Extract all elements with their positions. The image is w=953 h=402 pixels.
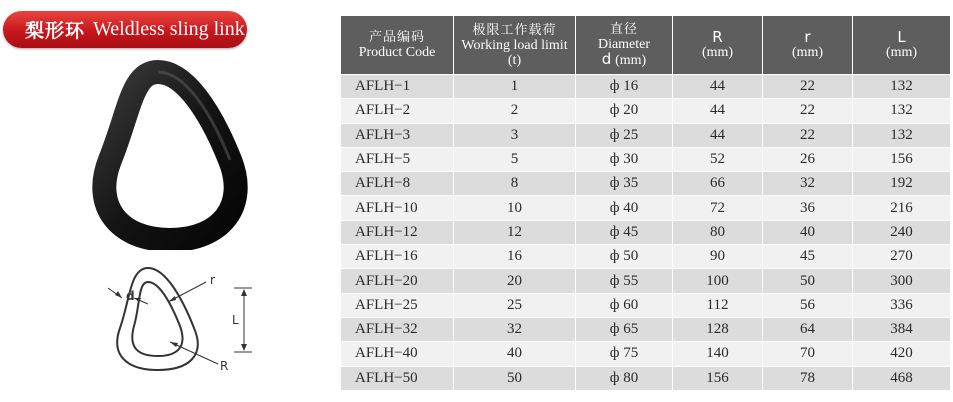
cell-r: 78 (763, 366, 853, 390)
cell-r: 40 (763, 220, 853, 244)
cell-dia: ф 25 (576, 123, 673, 147)
cell-code: AFLH−10 (341, 196, 454, 220)
cell-dia: ф 16 (576, 75, 673, 99)
cell-wll: 3 (454, 123, 576, 147)
cell-wll: 1 (454, 75, 576, 99)
table-row (341, 245, 951, 269)
cell-code: AFLH−25 (341, 293, 454, 317)
cell-code: AFLH−40 (341, 342, 454, 366)
header-product-code: 产品编码 Product Code (341, 16, 454, 75)
header-L: L (mm) (853, 16, 951, 75)
cell-R: 80 (673, 220, 763, 244)
specification-table (340, 15, 951, 391)
cell-code: AFLH−16 (341, 245, 454, 269)
header-diameter: 直径 Diameter d (mm) (576, 16, 673, 75)
cell-dia: ф 60 (576, 293, 673, 317)
cell-L: 132 (853, 123, 951, 147)
cell-R: 156 (673, 366, 763, 390)
cell-L: 420 (853, 342, 951, 366)
cell-code: AFLH−8 (341, 172, 454, 196)
label-r: r (210, 273, 215, 287)
table-row (341, 123, 951, 147)
title-chinese: 梨形环 (25, 20, 86, 42)
cell-dia: ф 45 (576, 220, 673, 244)
cell-dia: ф 30 (576, 147, 673, 171)
cell-r: 22 (763, 123, 853, 147)
table-row (341, 293, 951, 317)
cell-wll: 25 (454, 293, 576, 317)
sling-link-diagram (108, 260, 258, 375)
cell-R: 90 (673, 245, 763, 269)
cell-code: AFLH−1 (341, 75, 454, 99)
label-L: L (232, 313, 239, 327)
watermark-text: 奥龙吊索具 (121, 160, 211, 181)
cell-R: 112 (673, 293, 763, 317)
cell-L: 156 (853, 147, 951, 171)
table-row (341, 147, 951, 171)
cell-dia: ф 55 (576, 269, 673, 293)
cell-r: 26 (763, 147, 853, 171)
cell-wll: 8 (454, 172, 576, 196)
cell-dia: ф 65 (576, 317, 673, 341)
cell-L: 468 (853, 366, 951, 390)
header-working-load-limit: 极限工作载荷 Working load limit (t) (454, 16, 576, 75)
cell-code: AFLH−32 (341, 317, 454, 341)
cell-L: 132 (853, 99, 951, 123)
cell-R: 140 (673, 342, 763, 366)
cell-wll: 20 (454, 269, 576, 293)
cell-code: AFLH−5 (341, 147, 454, 171)
cell-L: 192 (853, 172, 951, 196)
header-r: r (mm) (763, 16, 853, 75)
table-row (341, 317, 951, 341)
cell-dia: ф 40 (576, 196, 673, 220)
header-R: R (mm) (673, 16, 763, 75)
cell-r: 56 (763, 293, 853, 317)
cell-r: 36 (763, 196, 853, 220)
cell-wll: 32 (454, 317, 576, 341)
cell-R: 66 (673, 172, 763, 196)
cell-dia: ф 80 (576, 366, 673, 390)
cell-L: 384 (853, 317, 951, 341)
cell-R: 44 (673, 75, 763, 99)
cell-R: 128 (673, 317, 763, 341)
cell-R: 100 (673, 269, 763, 293)
cell-wll: 5 (454, 147, 576, 171)
cell-dia: ф 35 (576, 172, 673, 196)
cell-L: 270 (853, 245, 951, 269)
table-row (341, 220, 951, 244)
table-row (341, 75, 951, 99)
cell-R: 44 (673, 99, 763, 123)
table-row (341, 172, 951, 196)
cell-L: 240 (853, 220, 951, 244)
cell-wll: 2 (454, 99, 576, 123)
cell-r: 70 (763, 342, 853, 366)
cell-code: AFLH−2 (341, 99, 454, 123)
cell-L: 336 (853, 293, 951, 317)
title-banner (3, 11, 247, 48)
title-english: Weldless sling link (93, 18, 245, 40)
cell-code: AFLH−12 (341, 220, 454, 244)
table-row (341, 366, 951, 390)
cell-L: 300 (853, 269, 951, 293)
sling-link-photo (80, 60, 260, 250)
cell-code: AFLH−3 (341, 123, 454, 147)
cell-r: 64 (763, 317, 853, 341)
cell-r: 22 (763, 75, 853, 99)
label-d: d (126, 289, 135, 303)
table-row (341, 99, 951, 123)
cell-r: 22 (763, 99, 853, 123)
table-header-row (341, 16, 951, 75)
cell-R: 44 (673, 123, 763, 147)
cell-R: 52 (673, 147, 763, 171)
table-row (341, 342, 951, 366)
cell-r: 50 (763, 269, 853, 293)
cell-dia: ф 20 (576, 99, 673, 123)
label-R: R (220, 359, 229, 373)
cell-R: 72 (673, 196, 763, 220)
cell-wll: 40 (454, 342, 576, 366)
cell-dia: ф 75 (576, 342, 673, 366)
cell-code: AFLH−20 (341, 269, 454, 293)
cell-dia: ф 50 (576, 245, 673, 269)
cell-L: 132 (853, 75, 951, 99)
cell-wll: 50 (454, 366, 576, 390)
cell-wll: 16 (454, 245, 576, 269)
table-row (341, 196, 951, 220)
cell-wll: 10 (454, 196, 576, 220)
cell-L: 216 (853, 196, 951, 220)
cell-r: 45 (763, 245, 853, 269)
cell-wll: 12 (454, 220, 576, 244)
cell-r: 32 (763, 172, 853, 196)
watermark-logo-icon (142, 127, 188, 144)
table-row (341, 269, 951, 293)
cell-code: AFLH−50 (341, 366, 454, 390)
